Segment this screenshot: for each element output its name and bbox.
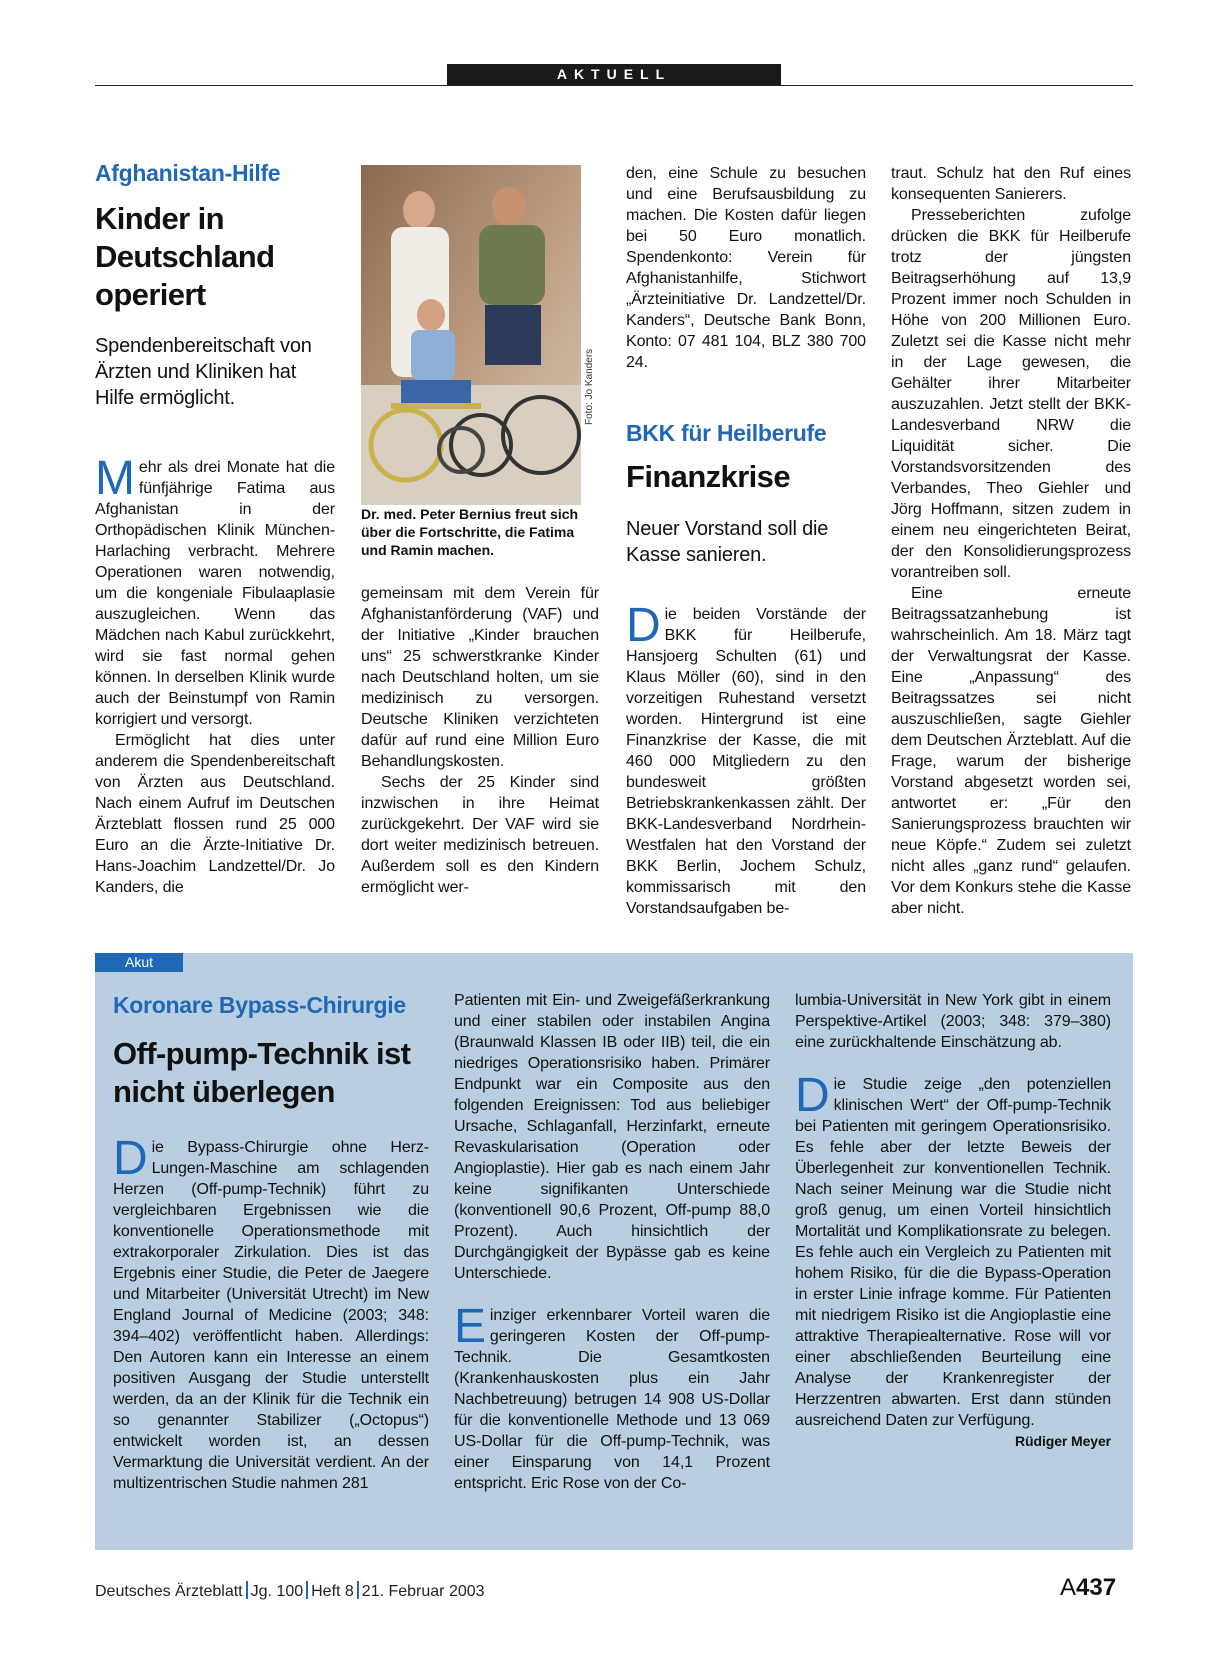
box-tag: Akut [95,953,183,972]
article2-column-2: traut. Schulz hat den Ruf eines konsequenten Sanierers. Presseberichten zufolge drücken die BKK für Heilberufe trotz der jüngsten Beitragserhöhung auf 13,9 Prozent immer noch Schulden in Höhe von 200 Millionen Euro. Zuletzt sei die Kasse nicht mehr in der Lage gewesen, die Gehälter ihrer Mitarbeiter auszuzahlen. Jetzt stellt der BKK-Landesverband NRW die Liquidität sicher. Die Vorstandsvorsitzenden des Verbandes, Theo Giehler und Jörg Hoffmann, sitzen zudem in einem neu eingerichteten Beirat, der den Konsolidierungsprozess vorantreiben soll. Eine erneute Beitragssatzanhebung ist wahrscheinlich. Am 18. März tagt der Verwaltungsrat der Kasse. Eine „Anpassung“ des Beitragssatzes sei nicht auszuschließen, sagte Giehler dem Deutschen Ärzteblatt. Auf die Frage, warum der bisherige Vorstand abgesetzt worden sei, antwortet er: „Für den Sanierungsprozess brauchten wir neue Köpfe.“ Zudem sei zuletzt nicht alles „ganz rund“ gelaufen. Vor dem Konkurs stehe die Kasse aber nicht. [891,165,1131,917]
article1-kicker: Afghanistan-Hilfe [95,160,281,186]
article1-column-3: den, eine Schule zu besuchen und eine Berufsausbildung zu machen. Die Kosten dafür liegen bei 50 Euro monatlich. Spendenkonto: Verein für Afghanistanhilfe, Stichwort „Ärzteinitiative Dr. Landzettel/Dr. Kanders“, Deutsche Bank Bonn, Konto: 07 481 104, BLZ 380 700 24. [626,165,866,371]
box-column-2: Patienten mit Ein- und Zweigefäßerkrankung und einer stabilen oder instabilen Angina (Braunwald Klassen IB oder IIB) teil, die ein niedriges Operationsrisiko haben. Primärer Endpunkt war ein Composite aus den folgenden Ereignissen: Tod aus beliebiger Ursache, Schlaganfall, Herzinfarkt, erneute Revaskularisation (Operation oder Angioplastie). Hier gab es nach einem Jahr keine signifikanten Unterschiede (konventionell 90,6 Prozent, Off-pump 88,0 Prozent). Auch hinsichtlich der Durchgängigkeit der Bypässe gab es keine Unterschiede. Einziger erkennbarer Vorteil waren die geringeren Kosten der Off-pump-Technik. Die Gesamtkosten (Krankenhauskosten plus ein Jahr Nachbetreuung) betrugen 14 908 US-Dollar für die konventionelle Methode und 13 069 US-Dollar für die Off-pump-Technik, was einer Einsparung von 14,1 Prozent entspricht. Eric Rose von der Co- [454,992,770,1492]
dropcap: E [454,1300,486,1353]
footer [95,1581,485,1601]
article1-column-2: gemeinsam mit dem Verein für Afghanistanförderung (VAF) und der Initiative „Kinder brauchen uns“ 25 schwerstkranke Kinder nach Deutschland holten, um sie medizinisch zu versorgen. Deutsche Kliniken verzichteten dafür auf rund eine Million Euro Behandlungskosten. Sechs der 25 Kinder sind inzwischen in ihre Heimat zurückgekehrt. Der VAF wird sie dort weiter medizinisch betreuen. Außerdem soll es den Kindern ermöglicht wer- [361,585,599,896]
article1-column-1: Mehr als drei Monate hat die fünfjährige Fatima aus Afghanistan in der Orthopädischen Klinik München-Harlaching verbracht. Mehrere Operationen waren notwendig, um die kongeniale Fibulaaplasie auszugleichen. Wenn das Mädchen nach Kabul zurückkehrt, wird sie fast normal gehen können. In derselben Klinik wurde auch der Beinstumpf von Ramin korrigiert und versorgt. Ermöglicht hat dies unter anderem die Spendenbereitschaft von Ärzten aus Deutschland. Nach einem Aufruf im Deutschen Ärzteblatt flossen rund 25 000 Euro an die Ärzte-Initiative Dr. Hans-Joachim Landzettel/Dr. Jo Kanders, die [95,452,335,896]
article2-column-1: Die beiden Vorstände der BKK für Heilberufe, Hansjoerg Schulten (61) und Klaus Möller (60), sind in den vorzeitigen Ruhestand versetzt worden. Hintergrund ist eine Finanzkrise der Kasse, die mit 460 000 Mitgliedern zu den bundesweit größten Betriebskrankenkassen zählt. Der BKK-Landesverband Nordrhein-Westfalen hat den Vorstand der BKK Berlin, Jochem Schulz, kommissarisch mit den Vorstandsaufgaben be- [626,599,866,917]
photo-caption: Dr. med. Peter Bernius freut sich über die Fortschritte, die Fatima und Ramin machen. [361,506,579,558]
dropcap: D [626,599,661,652]
section-label: AKTUELL [447,64,781,85]
box-column-3: lumbia-Universität in New York gibt in einem Perspektive-Artikel (2003; 348: 379–380) eine zurückhaltende Einschätzung ab. Die Studie zeige „den potenziellen klinischen Wert“ der Off-pump-Technik bei Patienten mit geringem Operationsrisiko. Es fehle aber der letzte Beweis der Überlegenheit zur konventionellen Technik. Nach seiner Meinung war die Studie nicht groß genug, um einen Vorteil hinsichtlich Mortalität und Komplikationsrate zu belegen. Es fehle auch ein Vergleich zu Patienten mit hohem Risiko, für die die Bypass-Operation in erster Linie infrage komme. Für Patienten mit niedrigem Risiko ist die Angioplastie eine attraktive Therapiealternative. Rose will vor einer abschließenden Beurteilung eine Analyse der Krankenregister der Herzzentren abwarten. Erst dann stünden ausreichend Daten zur Verfügung. Rüdiger Meyer [795,990,1111,1452]
photo-credit: Foto: Jo Kanders [584,348,595,425]
article2-kicker: BKK für Heilberufe [626,420,827,446]
article2-standfirst: Neuer Vorstand soll die Kasse sanieren. [626,518,829,566]
journal-issue: Heft 8 [311,1583,354,1600]
dropcap: D [795,1069,830,1122]
footer-separator [357,1581,359,1599]
box-column-1: Die Bypass-Chirurgie ohne Herz-Lungen-Maschine am schlagenden Herzen (Off-pump-Technik) führt zu vergleichbaren Ergebnissen wie die konventionelle Operationsmethode mit extrakorporaler Zirkulation. Dies ist das Ergebnis einer Studie, die Peter de Jaegere und Mitarbeiter (Universität Utrecht) im New England Journal of Medicine (2003; 348: 394–402) veröffentlicht haben. Allerdings: Den Autoren kann ein Interesse an einem positiven Ausgang der Studie unterstellt werden, da an der Klinik für die Technik ein so genannter Stabilizer („Octopus“) entwickelt worden ist, an dessen Vermarktung die Universität verdient. An der multizentrischen Studie nahmen 281 [113,1132,429,1492]
footer-separator [246,1581,248,1599]
footer-separator [306,1581,308,1599]
article1-standfirst: Spendenbereitschaft von Ärzten und Kliniken hat Hilfe ermöglicht. [95,335,312,409]
box-kicker: Koronare Bypass-Chirurgie [113,992,406,1018]
journal-name: Deutsches Ärzteblatt [95,1583,243,1600]
article1-headline: Kinder in Deutschland operiert [95,201,275,312]
journal-volume: Jg. 100 [250,1583,304,1600]
box-headline: Off-pump-Technik ist nicht überlegen [113,1036,411,1109]
journal-date: 21. Februar 2003 [361,1583,485,1600]
dropcap: D [113,1132,148,1185]
header-rule [95,85,1133,86]
author-name: Rüdiger Meyer [1015,1433,1111,1449]
article2-headline: Finanzkrise [626,459,790,494]
dropcap: M [95,452,135,505]
article-photo [361,165,581,505]
page-number: A437 [1060,1574,1117,1601]
